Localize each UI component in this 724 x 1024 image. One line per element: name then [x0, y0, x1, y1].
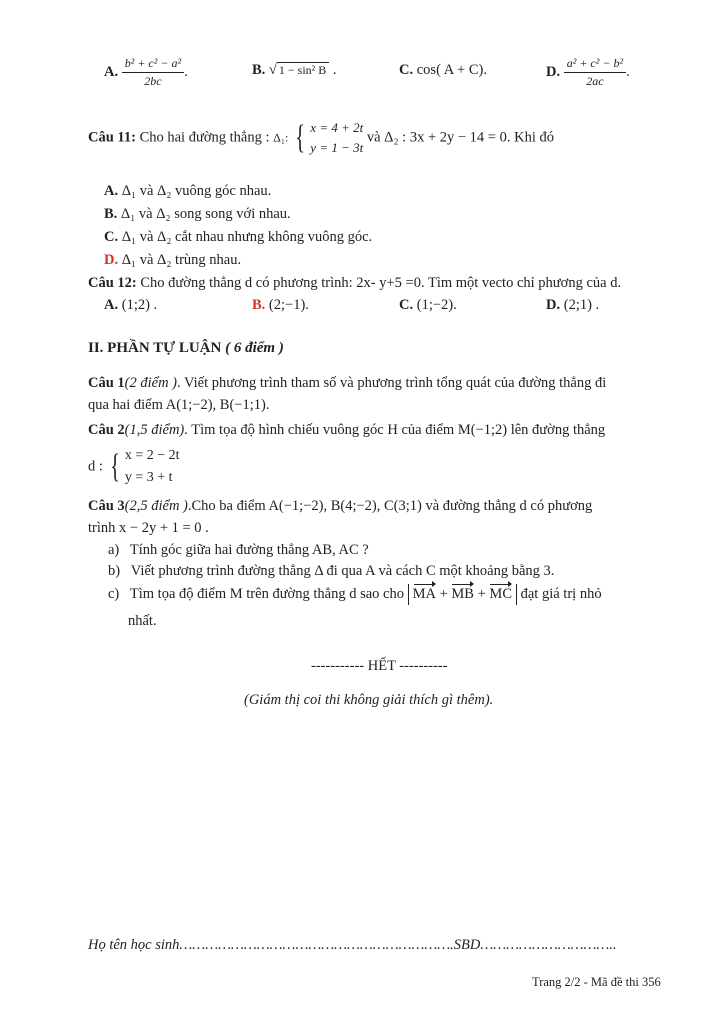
vector-ma: MA: [412, 586, 436, 602]
q11-text-mid: và: [366, 129, 381, 146]
essay1-text-line2: qua hai điểm A(1;−2), B(−1;1).: [88, 397, 270, 413]
q10-option-b-expr: 1 − sin² B: [277, 62, 329, 78]
q11-system-line2: y = 1 − 3t: [310, 140, 364, 155]
q10-option-d-denominator: 2ac: [586, 74, 604, 88]
essay2-system-line1: x = 2 − 2t: [124, 448, 180, 463]
q11-option-c-text: Δ₁ và Δ₂ cắt nhau nhưng không vuông góc.: [121, 229, 373, 245]
q11-system-line1: x = 4 + 2t: [310, 120, 364, 135]
q11-option-d: [104, 252, 241, 269]
essay3-part-c-text-after: đạt giá trị nhỏ: [520, 586, 602, 602]
student-info-text: Họ tên học sinh……………………………………………………….SBD…………………………..: [88, 937, 617, 953]
student-info-line: [88, 937, 617, 954]
q11-delta2-equation: Δ₂ : 3x + 2y − 14 = 0: [384, 129, 507, 146]
essay1-points: (2 điểm ): [124, 375, 178, 391]
q12-stem: [88, 275, 621, 292]
essay1-line1: [88, 375, 606, 392]
essay3-label: Câu 3: [88, 498, 125, 514]
essay3-part-a-text: Tính góc giữa hai đường thẳng AB, AC ?: [129, 542, 369, 558]
essay2-system-line2: y = 3 + t: [124, 470, 173, 485]
essay3-part-a-label: a): [108, 542, 120, 558]
essay3-line1: [88, 498, 592, 515]
q12-option-b-label: B.: [252, 297, 266, 313]
sqrt-icon: √: [268, 62, 277, 78]
q10-option-d-label: D.: [546, 63, 561, 80]
essay3-part-b-text: Viết phương trình đường thẳng Δ đi qua A và cách C một khoảng bằng 3.: [130, 563, 555, 579]
q12-option-c: [399, 297, 457, 314]
q10-option-c-text: cos( A + C).: [416, 62, 487, 78]
q11-option-a: [104, 183, 271, 200]
essay2-label: Câu 2: [88, 422, 125, 438]
essay3-part-c-label: c): [108, 586, 120, 602]
essay3-part-c-text-line2: nhất.: [128, 613, 157, 629]
q11-stem: [88, 118, 554, 158]
q10-option-b: [252, 62, 337, 79]
q11-option-a-text: Δ₁ và Δ₂ vuông góc nhau.: [121, 183, 272, 199]
left-brace-icon: {: [109, 448, 120, 485]
q11-option-d-label: D.: [104, 252, 119, 268]
q12-option-c-label: C.: [399, 297, 414, 313]
essay3-part-a: [108, 542, 369, 559]
q11-option-b-text: Δ₁ và Δ₂ song song với nhau.: [120, 206, 291, 222]
q10-option-a: [104, 56, 188, 89]
q11-option-b-label: B.: [104, 206, 118, 222]
page-info: [532, 975, 661, 990]
q12-option-b: [252, 297, 309, 314]
q11-option-a-label: A.: [104, 183, 119, 199]
essay2-points: (1,5 điểm): [124, 422, 185, 438]
plus-sign-1: +: [439, 586, 448, 602]
essay2-d-label: d :: [88, 458, 103, 475]
left-brace-icon: {: [295, 119, 306, 156]
q10-option-a-fraction: [122, 56, 184, 89]
q11-label: Câu 11:: [88, 129, 136, 146]
q11-option-b: [104, 206, 291, 223]
proctor-note: [244, 692, 493, 709]
vector-mc: MC: [489, 586, 512, 602]
q10-option-d-fraction: [564, 56, 626, 89]
q10-option-c: [399, 62, 487, 79]
q10-option-a-tail: .: [184, 63, 188, 80]
essay3-part-c-line2: [128, 613, 157, 630]
essay3-line2: [88, 520, 209, 537]
essay2-line1: [88, 422, 605, 439]
q12-option-b-text: (2;−1).: [268, 297, 309, 313]
q10-option-a-denominator: 2bc: [144, 74, 162, 88]
essay3-text-line1: .Cho ba điểm A(−1;−2), B(4;−2), C(3;1) và đường thẳng d có phương: [187, 498, 593, 514]
q12-option-a-text: (1;2) .: [121, 297, 158, 313]
vector-sum-magnitude: [408, 584, 517, 605]
essay3-part-c: [108, 584, 602, 605]
q11-option-d-text: Δ₁ và Δ₂ trùng nhau.: [121, 252, 242, 268]
q12-label: Câu 12:: [88, 275, 137, 291]
end-mark-text: ----------- HẾT ----------: [311, 658, 448, 674]
q11-text-end: . Khi đó: [506, 129, 554, 146]
essay2-line-d: [88, 445, 180, 489]
q10-option-a-label: A.: [104, 63, 119, 80]
proctor-note-text: (Giám thị coi thi không giải thích gì thêm).: [244, 692, 494, 708]
essay2-system: [125, 445, 180, 489]
essay3-text-line2: trình x − 2y + 1 = 0 .: [88, 520, 209, 536]
q10-option-a-numerator: b² + c² − a²: [122, 56, 184, 73]
end-mark: [311, 658, 448, 675]
vector-mb: MB: [451, 586, 474, 602]
q11-option-c: [104, 229, 372, 246]
essay3-part-b-label: b): [108, 563, 121, 579]
q12-option-d: [546, 297, 599, 314]
q11-system: [310, 118, 363, 158]
q12-option-a-label: A.: [104, 297, 119, 313]
q10-option-b-label: B.: [252, 62, 266, 78]
q10-option-d: [546, 56, 630, 89]
section-points: ( 6 điểm ): [225, 340, 284, 356]
q12-option-c-text: (1;−2).: [416, 297, 457, 313]
essay1-label: Câu 1: [88, 375, 125, 391]
essay3-part-b: [108, 563, 554, 580]
essay1-line2: [88, 397, 269, 414]
essay3-part-c-text: Tìm tọa độ điểm M trên đường thẳng d sao cho: [129, 586, 404, 602]
page-info-text: Trang 2/2 - Mã đề thi 356: [532, 975, 661, 989]
essay1-text-line1: . Viết phương trình tham số và phương trình tổng quát của đường thẳng đi: [177, 375, 607, 391]
q12-option-d-text: (2;1) .: [563, 297, 600, 313]
section-title-text: II. PHẦN TỰ LUẬN: [88, 340, 222, 356]
q10-option-b-tail: .: [332, 62, 337, 78]
q11-text-start: Cho hai đường thẳng :: [139, 129, 270, 146]
q10-option-d-tail: .: [626, 63, 630, 80]
q10-option-c-label: C.: [399, 62, 414, 78]
plus-sign-2: +: [477, 586, 486, 602]
q11-delta1: Δ₁:: [273, 130, 289, 145]
q12-option-a: [104, 297, 157, 314]
essay2-text-line1: . Tìm tọa độ hình chiếu vuông góc H của điểm M(−1;2) lên đường thẳng: [184, 422, 606, 438]
q12-text: Cho đường thẳng d có phương trình: 2x- y+5 =0. Tìm một vecto chỉ phương của d.: [140, 275, 622, 291]
q10-option-d-numerator: a² + c² − b²: [564, 56, 626, 73]
section-title: [88, 340, 284, 357]
essay3-points: (2,5 điểm ): [124, 498, 188, 514]
q11-option-c-label: C.: [104, 229, 119, 245]
q12-option-d-label: D.: [546, 297, 561, 313]
